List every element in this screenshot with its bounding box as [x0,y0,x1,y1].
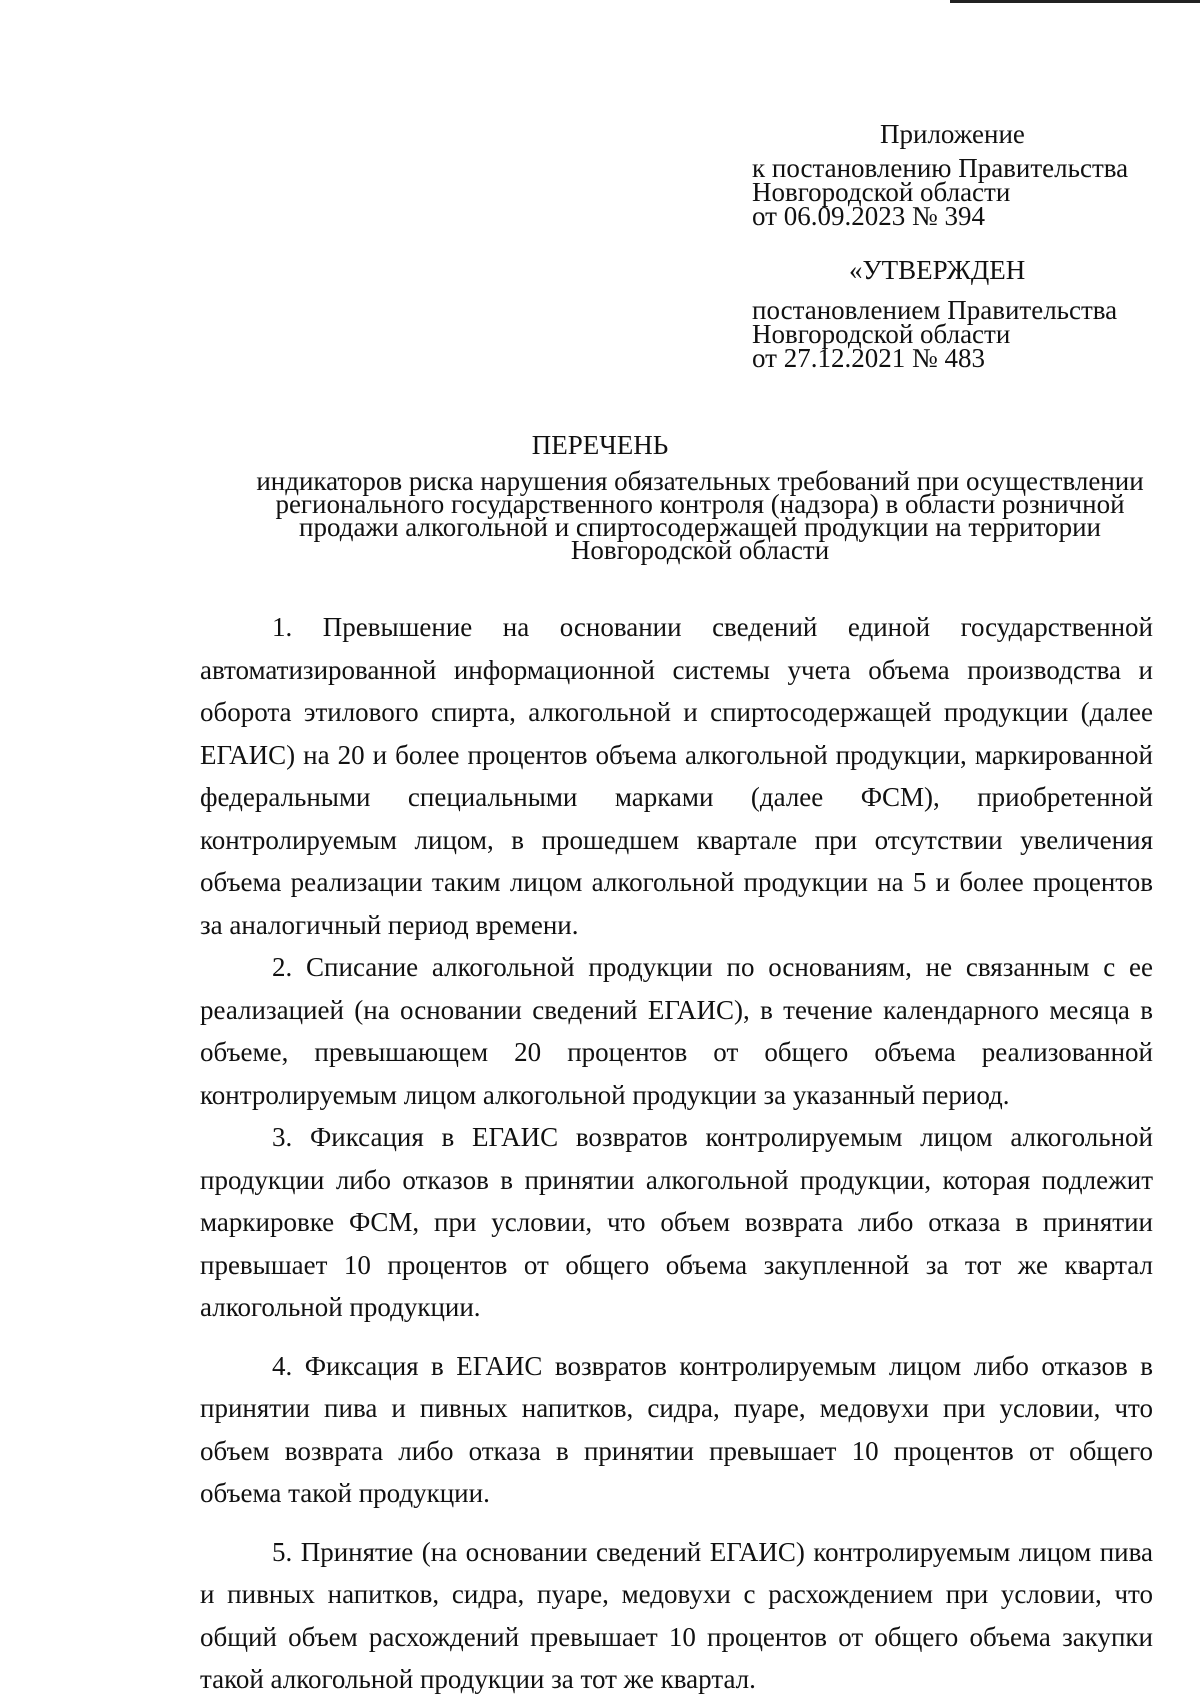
approval-line: Новгородской области [752,319,1011,349]
approval-heading: «УТВЕРЖДЕН [849,255,1026,285]
list-item: 1. Превышение на основании сведений единой государственной автоматизированной информационной системы учета объема производства и оборота этилового спирта, алкогольной и спиртосодержащей продукции (далее ЕГАИС) на 20 и более процентов объема алкогольной продукции, маркированной федеральными специальными марками (далее ФСМ), приобретенной контролируемым лицом, в прошедшем квартале при отсутствии увеличения объема реализации таким лицом алкогольной продукции на 5 и более процентов за аналогичный период времени. [200,612,1153,940]
subtitle-line: продажи алкогольной и спиртосодержащей продукции на территории [299,512,1101,542]
approval-block [752,255,1172,373]
document-title: ПЕРЕЧЕНЬ [531,430,669,460]
subtitle-line: Новгородской области [570,535,830,565]
list-item: 4. Фиксация в ЕГАИС возвратов контролируемым лицом либо отказов в принятии пива и пивных напитков, сидра, пуаре, медовухи при условии, что объем возврата либо отказа в принятии превышает 10 процентов от общего объема такой продукции. [200,1350,1153,1508]
appendix-line: от 06.09.2023 № 394 [752,201,985,231]
document-subtitle [200,466,1200,565]
approval-line: от 27.12.2021 № 483 [752,343,985,373]
appendix-line: Новгородской области [752,177,1011,207]
approval-line: постановлением Правительства [752,295,1118,325]
list-item: 3. Фиксация в ЕГАИС возвратов контролируемым лицом алкогольной продукции либо отказов в принятии алкогольной продукции, которая подлежит маркировке ФСМ, при условии, что объем возврата либо отказа в принятии превышает 10 процентов от общего объема закупленной за тот же квартал алкогольной продукции. [200,1122,1153,1322]
list-item: 5. Принятие (на основании сведений ЕГАИС) контролируемым лицом пива и пивных напитков, сидра, пуаре, медовухи с расхождением при условии, что общий объем расхождений превышает 10 процентов от общего объема закупки такой алкогольной продукции за тот же квартал. [200,1536,1153,1694]
document-body [200,606,1153,1701]
appendix-heading: Приложение [880,119,1025,149]
list-item: 2. Списание алкогольной продукции по основаниям, не связанным с ее реализацией (на основании сведений ЕГАИС), в течение календарного месяца в объеме, превышающем 20 процентов от общего объема реализованной контролируемым лицом алкогольной продукции за указанный период. [200,952,1153,1110]
appendix-line: к постановлению Правительства [752,153,1129,183]
appendix-block [752,119,1172,231]
subtitle-line: индикаторов риска нарушения обязательных требований при осуществлении [256,466,1144,496]
subtitle-line: регионального государственного контроля (надзора) в области розничной [275,489,1125,519]
